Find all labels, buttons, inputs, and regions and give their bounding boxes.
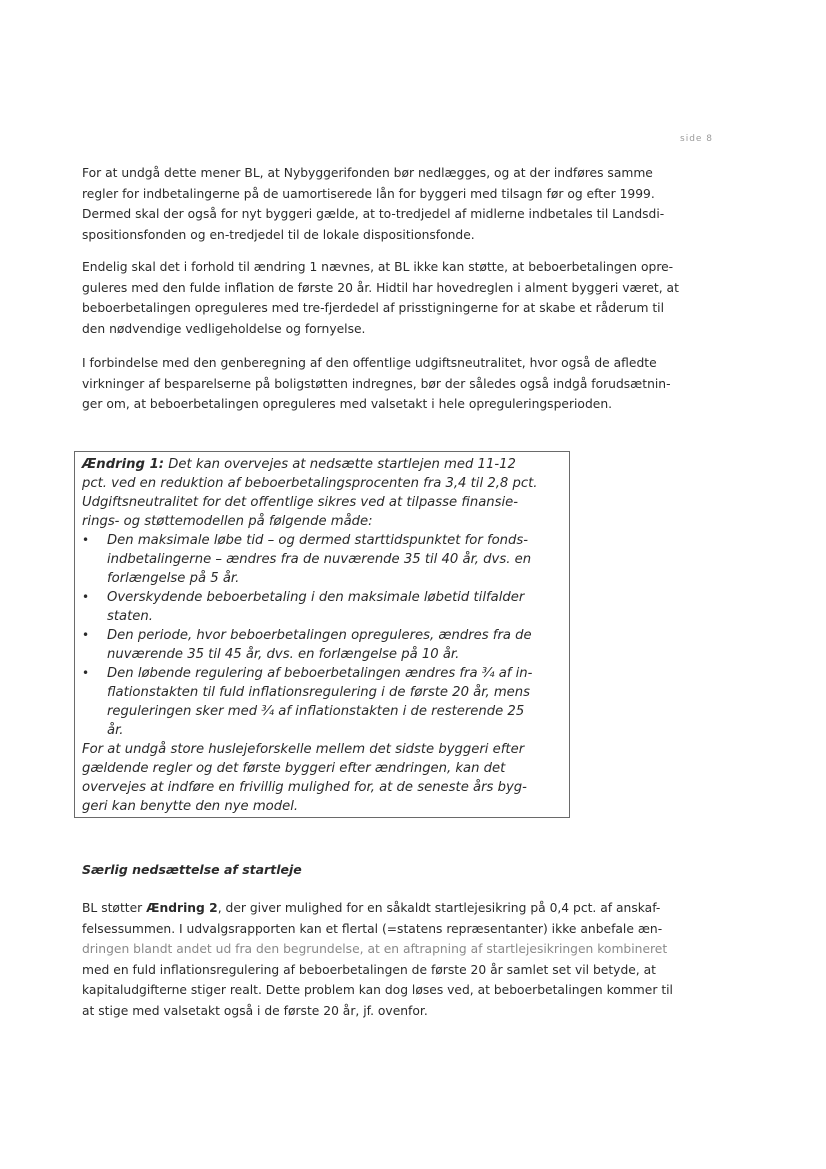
amendment-intro-text: Det kan overvejes at nedsætte startlejen med 11-12 (164, 457, 516, 472)
paragraph-3 (82, 353, 722, 415)
amendment-intro-line: Udgiftsneutralitet for det offentlige sikres ved at tilpasse finansie- (82, 495, 519, 510)
paragraph-4-line: felsessummen. I udvalgsrapporten kan et flertal (=statens repræsentanter) ikke anbefale æn- (82, 921, 663, 936)
bullet-line: Den periode, hvor beboerbetalingen opreguleres, ændres fra de (107, 628, 532, 643)
paragraph-4-line: dringen blandt andet ud fra den begrundelse, at en aftrapning af startlejesikringen kombineret (82, 942, 668, 956)
paragraph-4-lead-rest: , der giver mulighed for en såkaldt startlejesikring på 0,4 pct. af anskaf- (217, 901, 661, 915)
paragraph-1-line: spositionsfonden og en-tredjedel til de lokale dispositionsfonde. (82, 227, 475, 242)
paragraph-4-lead: BL støtter (82, 901, 147, 915)
paragraph-2-line: guleres med den fulde inflation de første 20 år. Hidtil har hovedreglen i alment byggeri været, at (82, 280, 679, 295)
bullet-line: Overskydende beboerbetaling i den maksimale løbetid tilfalder (107, 590, 525, 605)
paragraph-4-line: med en fuld inflationsregulering af beboerbetalingen de første 20 år samlet set vil betyde, at (82, 962, 656, 977)
paragraph-3-line: I forbindelse med den genberegning af den offentlige udgiftsneutralitet, hvor også de afledte (82, 356, 657, 370)
bullet-line: nuværende 35 til 45 år, dvs. en forlængelse på 10 år. (107, 647, 460, 662)
paragraph-1-line: regler for indbetalingerne på de uamortiserede lån for byggeri med tilsagn før og efter 1999. (82, 186, 655, 201)
bullet-line: flationstakten til fuld inflationsregulering i de første 20 år, mens (107, 685, 531, 700)
paragraph-2-line: den nødvendige vedligeholdelse og fornyelse. (82, 321, 366, 336)
amendment-outro-line: geri kan benytte den nye model. (82, 799, 299, 814)
paragraph-4-line (82, 898, 722, 919)
paragraph-3-line: ger om, at beboerbetalingen opreguleres med valsetakt i hele opreguleringsperioden. (82, 397, 613, 411)
bullet-icon: • (82, 533, 90, 547)
paragraph-4 (82, 898, 722, 1021)
paragraph-1-line: Dermed skal der også for nyt byggeri gælde, at to-tredjedel af midlerne indbetales til Landsdi- (82, 207, 665, 221)
amendment-outro-line: overvejes at indføre en frivillig mulighed for, at de seneste års byg- (82, 780, 527, 795)
amendment-intro-line: rings- og støttemodellen på følgende måde: (82, 514, 373, 529)
bullet-icon: • (82, 628, 90, 642)
bullet-icon: • (82, 666, 90, 680)
amendment-label: Ændring 1: (82, 457, 165, 472)
bullet-line: Den maksimale løbe tid – og dermed starttidspunktet for fonds- (107, 533, 529, 548)
amendment-outro-line: gældende regler og det første byggeri efter ændringen, kan det (82, 761, 506, 776)
paragraph-4-line: kapitaludgifterne stiger realt. Dette problem kan dog løses ved, at beboerbetalingen kommer til (82, 983, 673, 997)
paragraph-2-line: Endelig skal det i forhold til ændring 1 nævnes, at BL ikke kan støtte, at beboerbetalingen opre- (82, 260, 674, 274)
bullet-item (82, 531, 566, 588)
bullet-icon: • (82, 590, 90, 604)
bullet-line: reguleringen sker med ¾ af inflationstakten i de resterende 25 (107, 704, 525, 719)
paragraph-1 (82, 163, 722, 245)
bullet-item (82, 664, 566, 740)
amendment-box (82, 455, 566, 816)
section-heading: Særlig nedsættelse af startleje (82, 862, 302, 877)
paragraph-2 (82, 257, 722, 339)
bullet-line: indbetalingerne – ændres fra de nuværende 35 til 40 år, dvs. en (107, 552, 532, 567)
bullet-line: forlængelse på 5 år. (107, 571, 240, 586)
bullet-line: staten. (107, 609, 153, 624)
paragraph-4-line: at stige med valsetakt også i de første 20 år, jf. ovenfor. (82, 1003, 428, 1018)
amendment-intro-line (82, 455, 566, 474)
amendment-intro-line: pct. ved en reduktion af beboerbetalingsprocenten fra 3,4 til 2,8 pct. (82, 476, 538, 491)
paragraph-2-line: beboerbetalingen opreguleres med tre-fjerdedel af prisstigningerne for at skabe et råderum til (82, 301, 665, 315)
paragraph-1-line: For at undgå dette mener BL, at Nybyggerifonden bør nedlægges, og at der indføres samme (82, 166, 653, 180)
bullet-line: år. (107, 723, 124, 738)
bullet-line: Den løbende regulering af beboerbetalingen ændres fra ¾ af in- (107, 666, 533, 681)
amendment-2-reference: Ændring 2 (146, 901, 218, 915)
bullet-item (82, 588, 566, 626)
bullet-item (82, 626, 566, 664)
page-number: side 8 (680, 134, 714, 144)
paragraph-3-line: virkninger af besparelserne på boligstøtten indregnes, bør der således også indgå forudsætnin- (82, 376, 671, 391)
amendment-outro-line: For at undgå store huslejeforskelle mellem det sidste byggeri efter (82, 742, 525, 757)
